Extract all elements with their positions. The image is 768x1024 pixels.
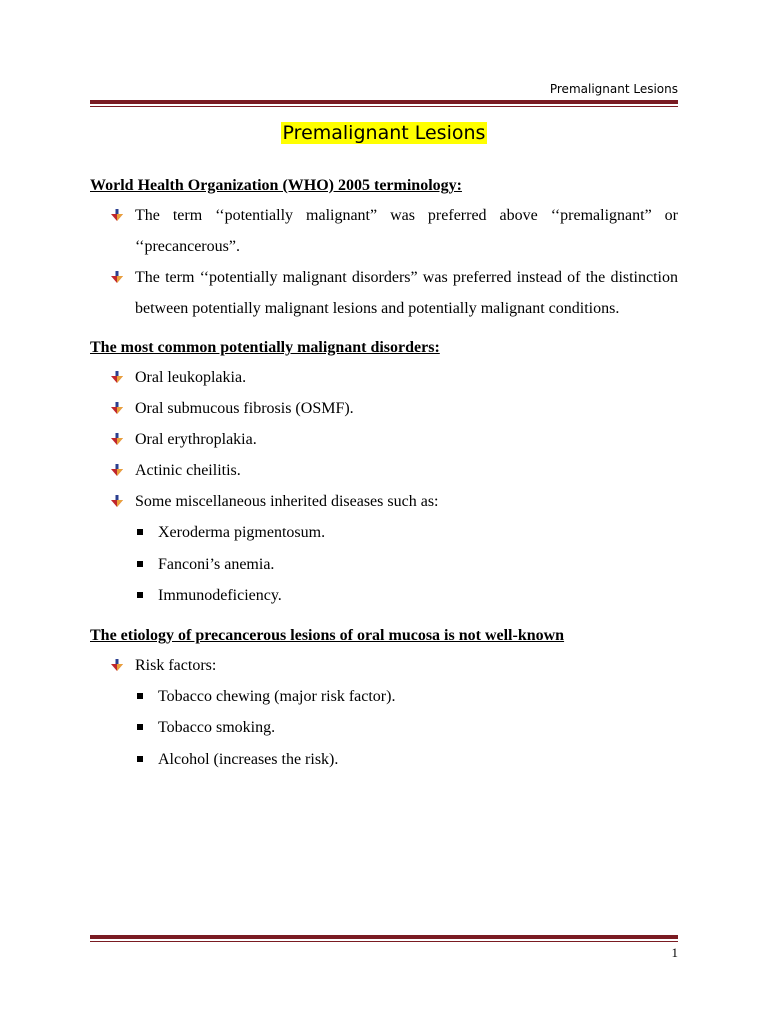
sub-list-item [90, 549, 678, 581]
arrow-down-bullet-icon [111, 271, 123, 283]
header-rule-thick [90, 100, 678, 104]
arrow-down-bullet-icon [111, 659, 123, 671]
arrow-down-bullet-icon [111, 433, 123, 445]
document-body [90, 172, 678, 775]
list-item [90, 455, 678, 486]
list-item [90, 200, 678, 262]
list-item-text: The term ‘‘potentially malignant” was preferred above ‘‘premalignant” or ‘‘precancerous”. [135, 207, 678, 255]
list-item-text: Some miscellaneous inherited diseases such as: [135, 493, 439, 510]
sub-list-item-text: Alcohol (increases the risk). [158, 750, 339, 768]
list-item-text: Oral submucous fibrosis (OSMF). [135, 400, 354, 417]
arrow-down-bullet-icon [111, 371, 123, 383]
list-item-text: Actinic cheilitis. [135, 462, 241, 479]
square-bullet-icon [137, 592, 143, 598]
page-number: 1 [671, 945, 678, 960]
sub-list-item-text: Xeroderma pigmentosum. [158, 524, 326, 541]
footer-rule-thin [90, 941, 678, 942]
sub-list-item [90, 744, 678, 776]
list-item [90, 424, 678, 455]
sub-list-item-text: Immunodeficiency. [158, 587, 282, 604]
sub-list-item [90, 517, 678, 549]
list-item-text: The term ‘‘potentially malignant disorders” was preferred instead of the distinction between potentially malignant lesions and potentially malignant conditions. [135, 269, 678, 317]
square-bullet-icon [137, 756, 143, 762]
sub-list-item-text: Fanconi’s anemia. [158, 555, 275, 573]
running-header: Premalignant Lesions [549, 82, 678, 96]
title-container [0, 120, 768, 146]
section-heading-common-disorders: The most common potentially malignant disorders: [90, 339, 440, 356]
arrow-down-bullet-icon [111, 402, 123, 414]
section-heading-etiology: The etiology of precancerous lesions of oral mucosa is not well-known [90, 626, 565, 644]
square-bullet-icon [137, 561, 143, 567]
footer-rule-thick [90, 935, 678, 939]
arrow-down-bullet-icon [111, 495, 123, 507]
square-bullet-icon [137, 693, 143, 699]
list-item [90, 486, 678, 517]
sub-list-item [90, 712, 678, 744]
arrow-down-bullet-icon [111, 209, 123, 221]
arrow-down-bullet-icon [111, 464, 123, 476]
list-item [90, 262, 678, 324]
header-rule [90, 100, 678, 107]
sub-list-item-text: Tobacco chewing (major risk factor). [158, 687, 396, 705]
footer-rule [90, 935, 678, 942]
sub-list-item-text: Tobacco smoking. [158, 719, 276, 736]
sub-list-item [90, 580, 678, 612]
header-rule-thin [90, 106, 678, 107]
list-item-text: Oral leukoplakia. [135, 369, 247, 386]
list-item-text: Risk factors: [135, 656, 217, 674]
list-item [90, 393, 678, 424]
document-title: Premalignant Lesions [282, 122, 486, 144]
square-bullet-icon [137, 724, 143, 730]
sub-list-item [90, 681, 678, 713]
section-heading-who: World Health Organization (WHO) 2005 terminology: [90, 177, 462, 194]
square-bullet-icon [137, 529, 143, 535]
list-item-text: Oral erythroplakia. [135, 431, 257, 448]
list-item [90, 650, 678, 681]
list-item [90, 362, 678, 393]
